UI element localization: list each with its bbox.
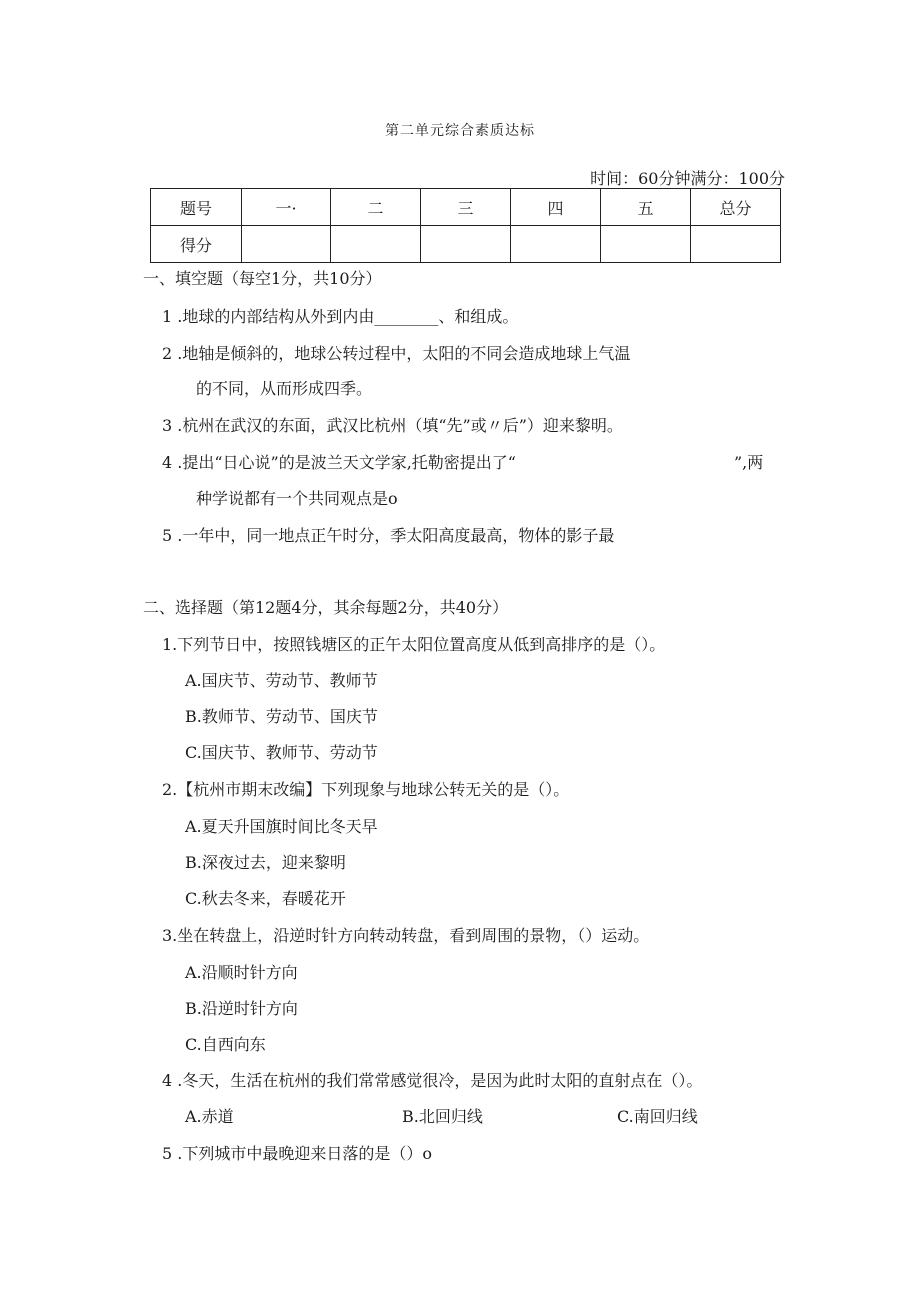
score-header-cell: 总分: [691, 189, 781, 226]
fill-question-1: 1 .地球的内部结构从外到内由________、和组成。: [162, 307, 519, 326]
choice-option[interactable]: A.赤道: [185, 1107, 234, 1126]
choice-option[interactable]: B.深夜过去，迎来黎明: [185, 853, 346, 872]
section-1-heading: 一、填空题（每空1分，共10分）: [143, 269, 382, 288]
choice-option[interactable]: A.夏天升国旗时间比冬天早: [185, 817, 378, 836]
score-header-cell: 三: [421, 189, 511, 226]
choice-question-4: 4 .冬天，生活在杭州的我们常常感觉很冷，是因为此时太阳的直射点在（）。: [162, 1071, 703, 1090]
choice-question-5: 5 .下列城市中最晚迎来日落的是（）o: [162, 1144, 432, 1163]
score-header-cell: 题号: [151, 189, 242, 226]
fill-question-3: 3 .杭州在武汉的东面，武汉比杭州（填“先”或〃后”）迎来黎明。: [162, 416, 623, 435]
score-header-cell: 五: [601, 189, 691, 226]
fill-question-5: 5 .一年中，同一地点正午时分，季太阳高度最高，物体的影子最: [162, 526, 615, 545]
score-row-label: 得分: [151, 226, 242, 263]
fill-question-4-tail: ”,两: [734, 453, 764, 472]
choice-option[interactable]: B.教师节、劳动节、国庆节: [185, 707, 378, 726]
fill-question-4-cont: 种学说都有一个共同观点是o: [196, 489, 398, 508]
page-title: 第二单元综合素质达标: [385, 123, 535, 139]
score-input-cell[interactable]: [691, 226, 781, 263]
score-input-cell[interactable]: [601, 226, 691, 263]
choice-option[interactable]: B.北回归线: [402, 1107, 483, 1126]
choice-option[interactable]: C.国庆节、教师节、劳动节: [185, 743, 378, 762]
choice-option[interactable]: B.沿逆时针方向: [185, 999, 298, 1018]
fill-question-2-cont: 的不同，从而形成四季。: [196, 379, 373, 398]
choice-option[interactable]: C.南回归线: [617, 1107, 698, 1126]
section-2-heading: 二、选择题（第12题4分，其余每题2分，共40分）: [143, 598, 509, 617]
time-and-score-info: 时间：60分钟满分：100分: [590, 169, 785, 188]
choice-option[interactable]: A.国庆节、劳动节、教师节: [185, 671, 378, 690]
choice-option[interactable]: C.秋去冬来，春暖花开: [185, 889, 346, 908]
choice-option[interactable]: C.自西向东: [185, 1035, 266, 1054]
score-input-cell[interactable]: [331, 226, 421, 263]
score-input-cell[interactable]: [511, 226, 601, 263]
score-table-header-row: [151, 189, 781, 226]
score-header-cell: 一·: [242, 189, 331, 226]
score-header-cell: 二: [331, 189, 421, 226]
score-input-cell[interactable]: [421, 226, 511, 263]
fill-question-4: 4 .提出“日心说”的是波兰天文学家,托勒密提出了“: [162, 453, 516, 472]
fill-question-2: 2 .地轴是倾斜的，地球公转过程中，太阳的不同会造成地球上气温: [162, 344, 631, 363]
choice-question-3: 3.坐在转盘上，沿逆时针方向转动转盘，看到周围的景物，（）运动。: [162, 926, 650, 945]
score-table-score-row: [151, 226, 781, 263]
choice-option[interactable]: A.沿顺时针方向: [185, 963, 298, 982]
choice-question-2: 2.【杭州市期末改编】下列现象与地球公转无关的是（）。: [162, 780, 570, 799]
score-table: [150, 188, 781, 263]
score-header-cell: 四: [511, 189, 601, 226]
choice-question-1: 1.下列节日中，按照钱塘区的正午太阳位置高度从低到高排序的是（）。: [162, 635, 666, 654]
score-input-cell[interactable]: [242, 226, 331, 263]
